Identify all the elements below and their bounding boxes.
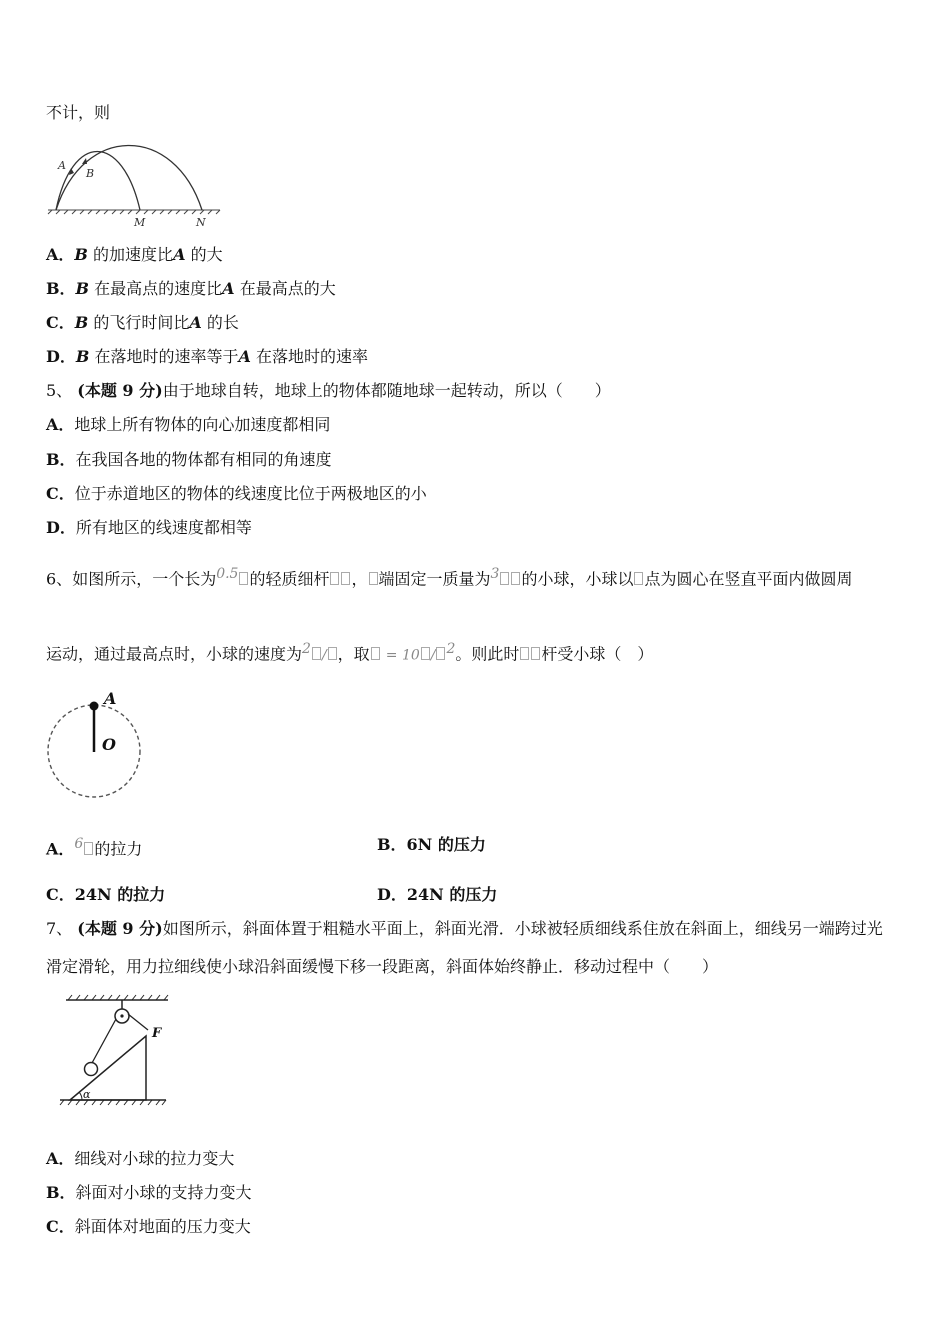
q5-stem: 5、 (本题 9 分)由于地球自转，地球上的物体都随地球一起转动，所以（ ） xyxy=(46,381,611,400)
q4-option-d[interactable]: D．B 在落地时的速率等于A 在落地时的速率 xyxy=(46,347,369,366)
missing-glyph xyxy=(328,647,337,660)
q6-option-d[interactable]: D．24N 的压力 xyxy=(377,885,498,904)
missing-glyph xyxy=(500,572,509,585)
q7-option-b[interactable]: B．斜面对小球的支持力变大 xyxy=(46,1183,252,1202)
label-b: B xyxy=(86,167,95,180)
ball xyxy=(85,1063,98,1076)
incline-pulley-figure xyxy=(58,992,178,1107)
rod-circle-figure xyxy=(44,686,154,806)
label-o: O xyxy=(102,735,116,754)
q7-option-a[interactable]: A．细线对小球的拉力变大 xyxy=(46,1149,235,1168)
missing-glyph xyxy=(330,572,339,585)
missing-glyph xyxy=(84,842,93,855)
trajectory-a xyxy=(56,152,140,211)
q5-option-d[interactable]: D．所有地区的线速度都相等 xyxy=(46,518,252,537)
missing-glyph xyxy=(341,572,350,585)
intro-tail: 不计，则 xyxy=(46,103,111,122)
q6-option-b[interactable]: B．6N 的压力 xyxy=(377,835,486,854)
ground-hatching xyxy=(48,210,220,214)
q6-option-a[interactable]: A．$^6$ 的拉力 xyxy=(46,836,143,859)
q5-option-a[interactable]: A．地球上所有物体的向心加速度都相同 xyxy=(46,415,331,434)
q7-stem-line2: 滑定滑轮，用力拉细线使小球沿斜面缓慢下移一段距离，斜面体始终静止．移动过程中（ ） xyxy=(46,957,719,976)
missing-glyph xyxy=(421,647,430,660)
ball xyxy=(90,702,99,711)
q6-option-c[interactable]: C．24N 的拉力 xyxy=(46,885,166,904)
missing-glyph xyxy=(531,647,540,660)
arrow-b xyxy=(82,158,87,164)
q6-stem-line1: 6、如图所示，一个长为$^{0.5}$ 的轻质细杆 ， 端固定一质量为$^3$ 的小球，小球以 点为圆心在竖直平面内做圆周 xyxy=(46,566,853,589)
missing-glyph xyxy=(312,647,321,660)
missing-glyph xyxy=(511,572,520,585)
label-a: A xyxy=(58,159,66,172)
pulley-axle xyxy=(120,1014,123,1017)
q6-stem-line2: 运动，通过最高点时，小球的速度为$^2$ / ，取 = 10 / $^2$。则此时 杆受小球（ ） xyxy=(46,641,654,664)
missing-glyph xyxy=(634,572,643,585)
label-a: A xyxy=(104,689,117,708)
incline-block xyxy=(70,1036,146,1100)
q7-option-c[interactable]: C．斜面体对地面的压力变大 xyxy=(46,1217,251,1236)
string-to-ball xyxy=(92,1019,116,1063)
label-n: N xyxy=(196,216,206,229)
q5-option-b[interactable]: B．在我国各地的物体都有相同的角速度 xyxy=(46,450,332,469)
q7-stem-line1: 7、 (本题 9 分)如图所示，斜面体置于粗糙水平面上，斜面光滑．小球被轻质细线系住放在斜面上，细线另一端跨过光 xyxy=(46,919,883,938)
label-f: F xyxy=(152,1026,162,1041)
q5-option-c[interactable]: C．位于赤道地区的物体的线速度比位于两极地区的小 xyxy=(46,484,427,503)
label-m: M xyxy=(134,216,146,229)
missing-glyph xyxy=(239,572,248,585)
string-pull xyxy=(128,1014,148,1030)
q4-option-a[interactable]: A．B 的加速度比A 的大 xyxy=(46,245,223,264)
missing-glyph xyxy=(436,647,445,660)
ceiling-hatching xyxy=(66,995,168,1000)
label-alpha: α xyxy=(83,1088,91,1101)
missing-glyph xyxy=(369,572,378,585)
projectile-figure xyxy=(44,142,234,232)
floor-hatching xyxy=(60,1100,166,1105)
missing-glyph xyxy=(371,647,380,660)
q4-option-c[interactable]: C．B 的飞行时间比A 的长 xyxy=(46,313,239,332)
missing-glyph xyxy=(520,647,529,660)
q4-option-b[interactable]: B．B 在最高点的速度比A 在最高点的大 xyxy=(46,279,336,298)
